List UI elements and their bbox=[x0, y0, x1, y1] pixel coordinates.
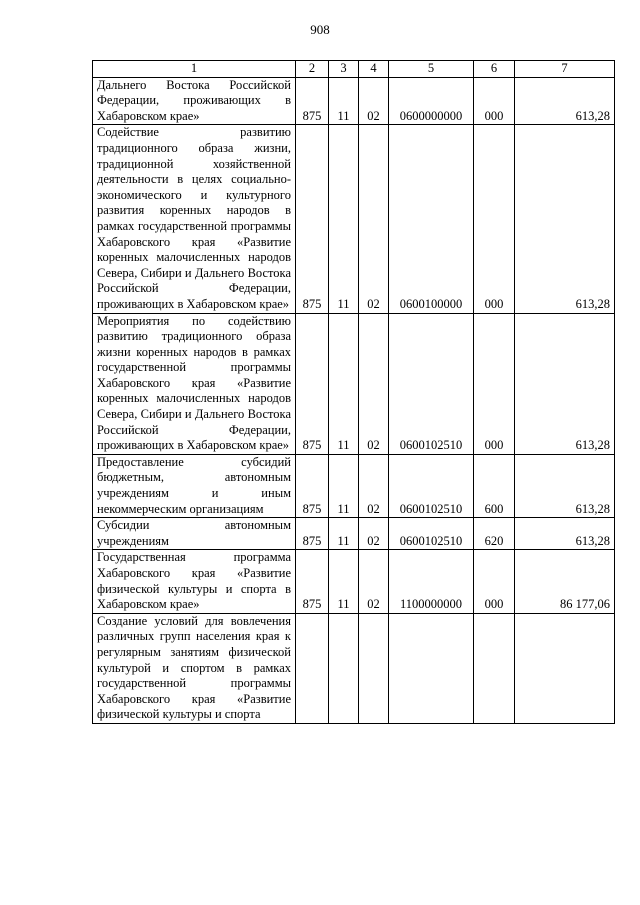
row-name: Предоставление субсидий бюджетным, автономным учреждениям и иным некоммерческим организациям bbox=[93, 454, 296, 517]
table-row bbox=[93, 518, 615, 550]
cell-ministry: 875 bbox=[296, 77, 329, 125]
column-header: 5 bbox=[389, 61, 474, 78]
cell-subsection: 02 bbox=[359, 550, 389, 613]
cell-target-article: 1100000000 bbox=[389, 550, 474, 613]
cell-amount: 613,28 bbox=[515, 125, 615, 313]
cell-ministry: 875 bbox=[296, 454, 329, 517]
cell-expense-type: 000 bbox=[474, 77, 515, 125]
table-header-row bbox=[93, 61, 615, 78]
cell-section: 11 bbox=[329, 550, 359, 613]
budget-table bbox=[92, 60, 615, 724]
cell-amount: 613,28 bbox=[515, 313, 615, 454]
cell-section: 11 bbox=[329, 518, 359, 550]
cell-target-article: 0600102510 bbox=[389, 313, 474, 454]
page-number: 908 bbox=[310, 22, 330, 37]
cell-amount bbox=[515, 613, 615, 723]
table-row bbox=[93, 77, 615, 125]
cell-ministry: 875 bbox=[296, 518, 329, 550]
cell-section: 11 bbox=[329, 77, 359, 125]
cell-amount: 86 177,06 bbox=[515, 550, 615, 613]
cell-subsection: 02 bbox=[359, 77, 389, 125]
cell-expense-type: 000 bbox=[474, 125, 515, 313]
row-name: Создание условий для вовлечения различных групп населения края к регулярным занятиям физической культурой и спортом в рамках государственной программы Хабаровского края «Развитие физической культуры и спорта bbox=[93, 613, 296, 723]
cell-section: 11 bbox=[329, 313, 359, 454]
cell-expense-type: 000 bbox=[474, 313, 515, 454]
row-name: Субсидии автономным учреждениям bbox=[93, 518, 296, 550]
row-name: Дальнего Востока Российской Федерации, проживающих в Хабаровском крае» bbox=[93, 77, 296, 125]
cell-subsection: 02 bbox=[359, 518, 389, 550]
cell-section: 11 bbox=[329, 125, 359, 313]
column-header: 3 bbox=[329, 61, 359, 78]
column-header: 4 bbox=[359, 61, 389, 78]
cell-target-article: 0600102510 bbox=[389, 454, 474, 517]
cell-section: 11 bbox=[329, 454, 359, 517]
table-row bbox=[93, 125, 615, 313]
cell-target-article: 0600100000 bbox=[389, 125, 474, 313]
cell-ministry: 875 bbox=[296, 550, 329, 613]
column-header: 6 bbox=[474, 61, 515, 78]
cell-ministry bbox=[296, 613, 329, 723]
cell-amount: 613,28 bbox=[515, 77, 615, 125]
cell-expense-type bbox=[474, 613, 515, 723]
cell-expense-type: 000 bbox=[474, 550, 515, 613]
table-row bbox=[93, 550, 615, 613]
row-name: Содействие развитию традиционного образа жизни, традиционной хозяйственной деятельности в целях социально-экономического и культурного развития коренных народов в рамках государственной программы Хабаровского края «Развитие коренных малочисленных народов Севера, Сибири и Дальнего Востока Российской Федерации, проживающих в Хабаровском крае» bbox=[93, 125, 296, 313]
row-name: Государственная программа Хабаровского края «Развитие физической культуры и спорта в Хабаровском крае» bbox=[93, 550, 296, 613]
cell-subsection: 02 bbox=[359, 125, 389, 313]
cell-amount: 613,28 bbox=[515, 518, 615, 550]
row-name: Мероприятия по содействию развитию традиционного образа жизни коренных народов в рамках государственной программы Хабаровского края «Развитие коренных малочисленных народов Севера, Сибири и Дальнего Востока Российской Федерации, проживающих в Хабаровском крае» bbox=[93, 313, 296, 454]
column-header: 7 bbox=[515, 61, 615, 78]
cell-expense-type: 600 bbox=[474, 454, 515, 517]
table-row bbox=[93, 454, 615, 517]
cell-target-article: 0600102510 bbox=[389, 518, 474, 550]
column-header: 1 bbox=[93, 61, 296, 78]
column-header: 2 bbox=[296, 61, 329, 78]
cell-target-article: 0600000000 bbox=[389, 77, 474, 125]
cell-section bbox=[329, 613, 359, 723]
cell-ministry: 875 bbox=[296, 125, 329, 313]
cell-target-article bbox=[389, 613, 474, 723]
cell-amount: 613,28 bbox=[515, 454, 615, 517]
cell-subsection: 02 bbox=[359, 454, 389, 517]
cell-ministry: 875 bbox=[296, 313, 329, 454]
cell-subsection: 02 bbox=[359, 313, 389, 454]
cell-expense-type: 620 bbox=[474, 518, 515, 550]
table-row bbox=[93, 613, 615, 723]
table-row bbox=[93, 313, 615, 454]
cell-subsection bbox=[359, 613, 389, 723]
